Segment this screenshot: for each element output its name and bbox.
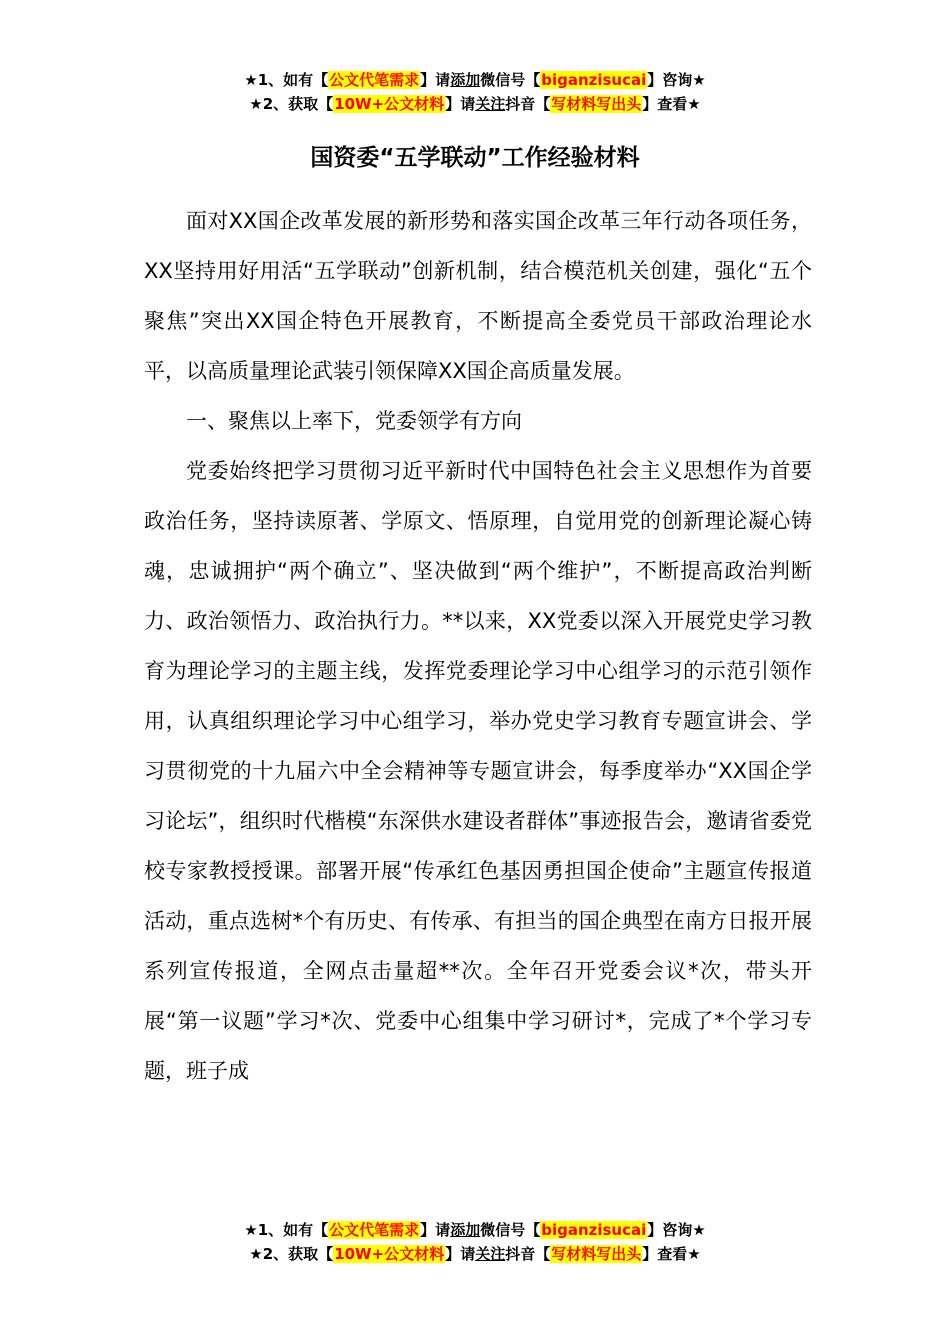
promo-text: 】查看★ [642,1245,701,1263]
promo-banner-top [0,68,950,116]
document-title: 国资委“五学联动”工作经验材料 [310,145,640,171]
promo-text: 】请 [420,71,451,89]
promo-text: 】咨询★ [647,1221,706,1239]
promo-banner-bottom [0,1218,950,1266]
promo-text: 微信号【 [480,1221,541,1239]
promo-text: ★1、如有【 [244,71,329,89]
promo-line-1 [0,1218,950,1242]
promo-highlight: 写材料写出头 [551,1245,642,1263]
promo-text: ★2、获取【 [249,1245,334,1263]
promo-text: 抖音【 [505,95,551,113]
promo-underline: 关注 [475,1245,506,1263]
promo-highlight: biganzisucai [541,71,647,89]
promo-underline: 添加 [450,71,481,89]
promo-underline: 添加 [450,1221,481,1239]
promo-text: 】请 [445,95,476,113]
promo-text: 抖音【 [505,1245,551,1263]
promo-text: 微信号【 [480,71,541,89]
promo-text: 】查看★ [642,95,701,113]
promo-text: 】咨询★ [647,71,706,89]
section-heading: 一、聚焦以上率下，党委领学有方向 [186,409,522,433]
promo-highlight: biganzisucai [541,1221,647,1239]
promo-highlight: 10W+公文材料 [334,95,445,113]
promo-text: ★1、如有【 [244,1221,329,1239]
promo-text: 】请 [420,1221,451,1239]
promo-underline: 关注 [475,95,506,113]
document-body [144,196,812,1096]
intro-paragraph: 面对XX国企改革发展的新形势和落实国企改革三年行动各项任务，XX坚持用好用活“五学联动”创新机制，结合模范机关创建，强化“五个聚焦”突出XX国企特色开展教育，不断提高全委党员干部政治理论水平，以高质量理论武装引领保障XX国企高质量发展。 [144,209,812,383]
promo-highlight: 10W+公文材料 [334,1245,445,1263]
promo-line-2 [0,92,950,116]
promo-text: 】请 [445,1245,476,1263]
body-paragraph: 党委始终把学习贯彻习近平新时代中国特色社会主义思想作为首要政治任务，坚持读原著、学原文、悟原理，自觉用党的创新理论凝心铸魂，忠诚拥护“两个确立”、坚决做到“两个维护”，不断提高政治判断力、政治领悟力、政治执行力。**以来，XX党委以深入开展党史学习教育为理论学习的主题主线，发挥党委理论学习中心组学习的示范引领作用，认真组织理论学习中心组学习，举办党史学习教育专题宣讲会、学习贯彻党的十九届六中全会精神等专题宣讲会，每季度举办“XX国企学习论坛”，组织时代楷模“东深供水建设者群体”事迹报告会，邀请省委党校专家教授授课。部署开展“传承红色基因勇担国企使命”主题宣传报道活动，重点选树*个有历史、有传承、有担当的国企典型在南方日报开展系列宣传报道，全网点击量超**次。全年召开党委会议*次，带头开展“第一议题”学习*次、党委中心组集中学习研讨*，完成了*个学习专题，班子成 [144,459,812,1083]
promo-highlight: 公文代笔需求 [329,71,420,89]
promo-line-2 [0,1242,950,1266]
promo-line-1 [0,68,950,92]
promo-highlight: 公文代笔需求 [329,1221,420,1239]
promo-highlight: 写材料写出头 [551,95,642,113]
promo-text: ★2、获取【 [249,95,334,113]
